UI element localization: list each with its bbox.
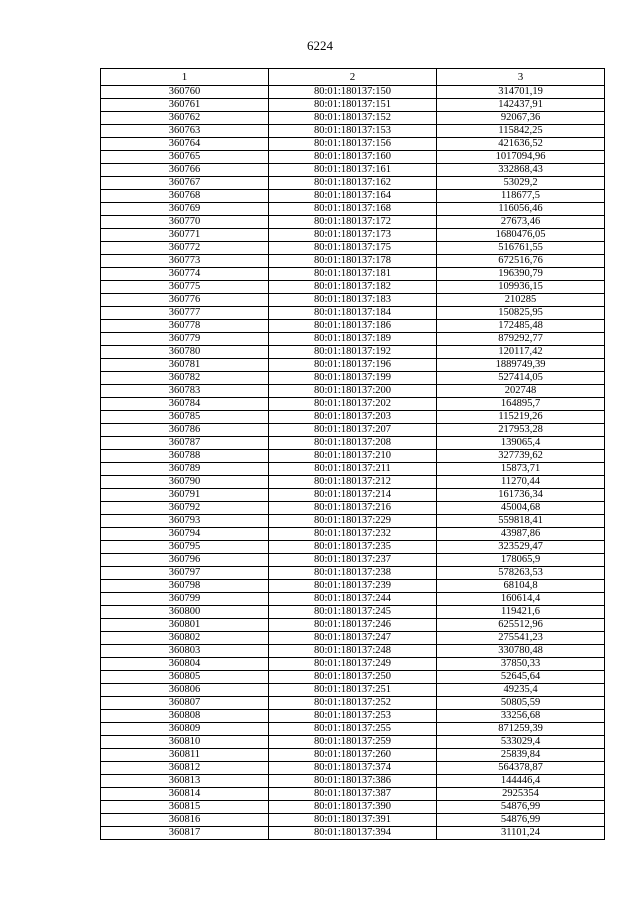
cadastral-number-cell: 80:01:180137:252 (269, 697, 437, 710)
cadastral-number-cell: 80:01:180137:186 (269, 320, 437, 333)
value-cell: 25839,84 (437, 749, 605, 762)
value-cell: 109936,15 (437, 281, 605, 294)
value-cell: 33256,68 (437, 710, 605, 723)
row-number-cell: 360782 (101, 372, 269, 385)
row-number-cell: 360802 (101, 632, 269, 645)
value-cell: 116056,46 (437, 203, 605, 216)
cadastral-number-cell: 80:01:180137:239 (269, 580, 437, 593)
cadastral-number-cell: 80:01:180137:250 (269, 671, 437, 684)
row-number-cell: 360769 (101, 203, 269, 216)
row-number-cell: 360796 (101, 554, 269, 567)
table-row (101, 203, 605, 216)
table-row (101, 307, 605, 320)
value-cell: 275541,23 (437, 632, 605, 645)
table-row (101, 346, 605, 359)
value-cell: 625512,96 (437, 619, 605, 632)
value-cell: 37850,33 (437, 658, 605, 671)
row-number-cell: 360786 (101, 424, 269, 437)
table-row (101, 216, 605, 229)
table-row (101, 606, 605, 619)
value-cell: 879292,77 (437, 333, 605, 346)
cadastral-number-cell: 80:01:180137:212 (269, 476, 437, 489)
value-cell: 559818,41 (437, 515, 605, 528)
row-number-cell: 360765 (101, 151, 269, 164)
row-number-cell: 360772 (101, 242, 269, 255)
value-cell: 564378,87 (437, 762, 605, 775)
row-number-cell: 360789 (101, 463, 269, 476)
table-row (101, 619, 605, 632)
table-row (101, 697, 605, 710)
value-cell: 120117,42 (437, 346, 605, 359)
value-cell: 210285 (437, 294, 605, 307)
value-cell: 202748 (437, 385, 605, 398)
value-cell: 330780,48 (437, 645, 605, 658)
cadastral-number-cell: 80:01:180137:150 (269, 86, 437, 99)
row-number-cell: 360797 (101, 567, 269, 580)
row-number-cell: 360807 (101, 697, 269, 710)
table-row (101, 372, 605, 385)
table-header-row (101, 69, 605, 86)
table-row (101, 515, 605, 528)
cadastral-number-cell: 80:01:180137:244 (269, 593, 437, 606)
value-cell: 92067,36 (437, 112, 605, 125)
row-number-cell: 360766 (101, 164, 269, 177)
cadastral-number-cell: 80:01:180137:259 (269, 736, 437, 749)
value-cell: 43987,86 (437, 528, 605, 541)
row-number-cell: 360778 (101, 320, 269, 333)
table-body (101, 86, 605, 840)
table-row (101, 476, 605, 489)
row-number-cell: 360776 (101, 294, 269, 307)
cadastral-number-cell: 80:01:180137:156 (269, 138, 437, 151)
table-row (101, 489, 605, 502)
value-cell: 516761,55 (437, 242, 605, 255)
value-cell: 142437,91 (437, 99, 605, 112)
value-cell: 53029,2 (437, 177, 605, 190)
cadastral-number-cell: 80:01:180137:175 (269, 242, 437, 255)
table-row (101, 502, 605, 515)
cadastral-number-cell: 80:01:180137:248 (269, 645, 437, 658)
cadastral-number-cell: 80:01:180137:202 (269, 398, 437, 411)
table-row (101, 190, 605, 203)
table-row (101, 229, 605, 242)
cadastral-number-cell: 80:01:180137:199 (269, 372, 437, 385)
value-cell: 11270,44 (437, 476, 605, 489)
table-row (101, 437, 605, 450)
row-number-cell: 360764 (101, 138, 269, 151)
value-cell: 119421,6 (437, 606, 605, 619)
row-number-cell: 360803 (101, 645, 269, 658)
column-header-1: 1 (101, 69, 269, 86)
row-number-cell: 360809 (101, 723, 269, 736)
value-cell: 332868,43 (437, 164, 605, 177)
cadastral-number-cell: 80:01:180137:196 (269, 359, 437, 372)
table-row (101, 333, 605, 346)
row-number-cell: 360808 (101, 710, 269, 723)
value-cell: 49235,4 (437, 684, 605, 697)
table-row (101, 710, 605, 723)
row-number-cell: 360816 (101, 814, 269, 827)
cadastral-number-cell: 80:01:180137:253 (269, 710, 437, 723)
table-row (101, 814, 605, 827)
table-row (101, 268, 605, 281)
row-number-cell: 360760 (101, 86, 269, 99)
row-number-cell: 360814 (101, 788, 269, 801)
table-row (101, 658, 605, 671)
row-number-cell: 360777 (101, 307, 269, 320)
value-cell: 672516,76 (437, 255, 605, 268)
value-cell: 172485,48 (437, 320, 605, 333)
table-row (101, 450, 605, 463)
cadastral-number-cell: 80:01:180137:232 (269, 528, 437, 541)
page-number: 6224 (307, 38, 333, 53)
table-row (101, 801, 605, 814)
value-cell: 54876,99 (437, 801, 605, 814)
value-cell: 150825,95 (437, 307, 605, 320)
cadastral-number-cell: 80:01:180137:237 (269, 554, 437, 567)
table-row (101, 151, 605, 164)
row-number-cell: 360787 (101, 437, 269, 450)
table-row (101, 99, 605, 112)
row-number-cell: 360779 (101, 333, 269, 346)
value-cell: 115842,25 (437, 125, 605, 138)
value-cell: 161736,34 (437, 489, 605, 502)
cadastral-number-cell: 80:01:180137:247 (269, 632, 437, 645)
value-cell: 68104,8 (437, 580, 605, 593)
row-number-cell: 360770 (101, 216, 269, 229)
value-cell: 54876,99 (437, 814, 605, 827)
value-cell: 314701,19 (437, 86, 605, 99)
table-row (101, 385, 605, 398)
cadastral-number-cell: 80:01:180137:391 (269, 814, 437, 827)
value-cell: 31101,24 (437, 827, 605, 840)
row-number-cell: 360784 (101, 398, 269, 411)
table-row (101, 281, 605, 294)
value-cell: 196390,79 (437, 268, 605, 281)
row-number-cell: 360780 (101, 346, 269, 359)
cadastral-number-cell: 80:01:180137:211 (269, 463, 437, 476)
table-row (101, 177, 605, 190)
value-cell: 118677,5 (437, 190, 605, 203)
row-number-cell: 360775 (101, 281, 269, 294)
cadastral-number-cell: 80:01:180137:172 (269, 216, 437, 229)
cadastral-number-cell: 80:01:180137:189 (269, 333, 437, 346)
value-cell: 323529,47 (437, 541, 605, 554)
cadastral-number-cell: 80:01:180137:387 (269, 788, 437, 801)
table-row (101, 554, 605, 567)
row-number-cell: 360794 (101, 528, 269, 541)
table-row (101, 645, 605, 658)
value-cell: 1017094,96 (437, 151, 605, 164)
cadastral-number-cell: 80:01:180137:251 (269, 684, 437, 697)
cadastral-number-cell: 80:01:180137:164 (269, 190, 437, 203)
row-number-cell: 360810 (101, 736, 269, 749)
table-row (101, 762, 605, 775)
row-number-cell: 360761 (101, 99, 269, 112)
row-number-cell: 360768 (101, 190, 269, 203)
row-number-cell: 360804 (101, 658, 269, 671)
table-row (101, 242, 605, 255)
value-cell: 27673,46 (437, 216, 605, 229)
table-row (101, 255, 605, 268)
cadastral-number-cell: 80:01:180137:168 (269, 203, 437, 216)
row-number-cell: 360805 (101, 671, 269, 684)
row-number-cell: 360793 (101, 515, 269, 528)
cadastral-number-cell: 80:01:180137:184 (269, 307, 437, 320)
column-header-3: 3 (437, 69, 605, 86)
cadastral-number-cell: 80:01:180137:235 (269, 541, 437, 554)
table-row (101, 749, 605, 762)
table-row (101, 580, 605, 593)
value-cell: 164895,7 (437, 398, 605, 411)
cadastral-number-cell: 80:01:180137:210 (269, 450, 437, 463)
cadastral-number-cell: 80:01:180137:386 (269, 775, 437, 788)
value-cell: 1680476,05 (437, 229, 605, 242)
cadastral-number-cell: 80:01:180137:249 (269, 658, 437, 671)
cadastral-number-cell: 80:01:180137:255 (269, 723, 437, 736)
row-number-cell: 360792 (101, 502, 269, 515)
row-number-cell: 360771 (101, 229, 269, 242)
value-cell: 50805,59 (437, 697, 605, 710)
cadastral-number-cell: 80:01:180137:229 (269, 515, 437, 528)
cadastral-number-cell: 80:01:180137:162 (269, 177, 437, 190)
cadastral-number-cell: 80:01:180137:238 (269, 567, 437, 580)
data-table (100, 68, 605, 840)
row-number-cell: 360773 (101, 255, 269, 268)
cadastral-number-cell: 80:01:180137:245 (269, 606, 437, 619)
table-row (101, 359, 605, 372)
table-row (101, 294, 605, 307)
row-number-cell: 360817 (101, 827, 269, 840)
cadastral-number-cell: 80:01:180137:260 (269, 749, 437, 762)
table-row (101, 541, 605, 554)
table-row (101, 736, 605, 749)
table-row (101, 528, 605, 541)
cadastral-number-cell: 80:01:180137:246 (269, 619, 437, 632)
cadastral-number-cell: 80:01:180137:151 (269, 99, 437, 112)
row-number-cell: 360795 (101, 541, 269, 554)
table-row (101, 463, 605, 476)
cadastral-number-cell: 80:01:180137:207 (269, 424, 437, 437)
cadastral-number-cell: 80:01:180137:192 (269, 346, 437, 359)
row-number-cell: 360799 (101, 593, 269, 606)
column-header-2: 2 (269, 69, 437, 86)
value-cell: 45004,68 (437, 502, 605, 515)
cadastral-number-cell: 80:01:180137:216 (269, 502, 437, 515)
table-row (101, 684, 605, 697)
table-row (101, 138, 605, 151)
cadastral-number-cell: 80:01:180137:153 (269, 125, 437, 138)
row-number-cell: 360798 (101, 580, 269, 593)
value-cell: 327739,62 (437, 450, 605, 463)
table-row (101, 164, 605, 177)
row-number-cell: 360788 (101, 450, 269, 463)
row-number-cell: 360806 (101, 684, 269, 697)
table-row (101, 723, 605, 736)
cadastral-number-cell: 80:01:180137:181 (269, 268, 437, 281)
row-number-cell: 360791 (101, 489, 269, 502)
table-row (101, 424, 605, 437)
cadastral-number-cell: 80:01:180137:214 (269, 489, 437, 502)
value-cell: 52645,64 (437, 671, 605, 684)
value-cell: 578263,53 (437, 567, 605, 580)
cadastral-number-cell: 80:01:180137:183 (269, 294, 437, 307)
value-cell: 871259,39 (437, 723, 605, 736)
row-number-cell: 360783 (101, 385, 269, 398)
cadastral-number-cell: 80:01:180137:160 (269, 151, 437, 164)
value-cell: 217953,28 (437, 424, 605, 437)
row-number-cell: 360763 (101, 125, 269, 138)
value-cell: 144446,4 (437, 775, 605, 788)
row-number-cell: 360774 (101, 268, 269, 281)
cadastral-number-cell: 80:01:180137:152 (269, 112, 437, 125)
value-cell: 115219,26 (437, 411, 605, 424)
table-row (101, 827, 605, 840)
cadastral-number-cell: 80:01:180137:208 (269, 437, 437, 450)
table-row (101, 567, 605, 580)
cadastral-number-cell: 80:01:180137:161 (269, 164, 437, 177)
row-number-cell: 360785 (101, 411, 269, 424)
table-row (101, 320, 605, 333)
row-number-cell: 360812 (101, 762, 269, 775)
value-cell: 160614,4 (437, 593, 605, 606)
row-number-cell: 360767 (101, 177, 269, 190)
cadastral-number-cell: 80:01:180137:390 (269, 801, 437, 814)
value-cell: 527414,05 (437, 372, 605, 385)
table-row (101, 398, 605, 411)
table-row (101, 788, 605, 801)
table-row (101, 632, 605, 645)
cadastral-number-cell: 80:01:180137:178 (269, 255, 437, 268)
cadastral-number-cell: 80:01:180137:203 (269, 411, 437, 424)
row-number-cell: 360811 (101, 749, 269, 762)
table-row (101, 671, 605, 684)
value-cell: 139065,4 (437, 437, 605, 450)
row-number-cell: 360815 (101, 801, 269, 814)
value-cell: 178065,9 (437, 554, 605, 567)
row-number-cell: 360762 (101, 112, 269, 125)
row-number-cell: 360813 (101, 775, 269, 788)
value-cell: 1889749,39 (437, 359, 605, 372)
row-number-cell: 360800 (101, 606, 269, 619)
row-number-cell: 360790 (101, 476, 269, 489)
table-row (101, 593, 605, 606)
cadastral-number-cell: 80:01:180137:200 (269, 385, 437, 398)
row-number-cell: 360801 (101, 619, 269, 632)
table-row (101, 411, 605, 424)
value-cell: 15873,71 (437, 463, 605, 476)
table-row (101, 86, 605, 99)
row-number-cell: 360781 (101, 359, 269, 372)
value-cell: 421636,52 (437, 138, 605, 151)
cadastral-number-cell: 80:01:180137:394 (269, 827, 437, 840)
table-row (101, 112, 605, 125)
cadastral-number-cell: 80:01:180137:182 (269, 281, 437, 294)
value-cell: 533029,4 (437, 736, 605, 749)
cadastral-number-cell: 80:01:180137:374 (269, 762, 437, 775)
cadastral-number-cell: 80:01:180137:173 (269, 229, 437, 242)
table-row (101, 125, 605, 138)
table-row (101, 775, 605, 788)
value-cell: 2925354 (437, 788, 605, 801)
